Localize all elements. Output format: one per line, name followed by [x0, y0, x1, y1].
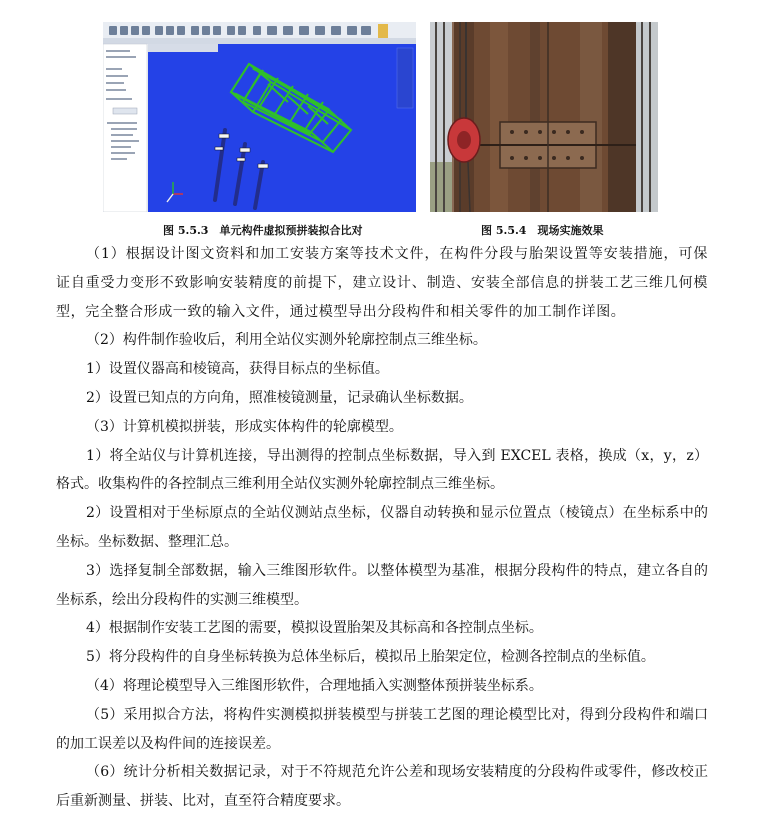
paragraph: 3）选择复制全部数据，输入三维图形软件。以整体模型为基准，根据分段构件的特点，建立各自的坐标系，绘出分段构件的实测三维模型。	[56, 562, 708, 608]
figure-caption: 图 5.5.4 现场实施效果	[481, 224, 604, 237]
site-photo-image	[430, 22, 658, 212]
software-screenshot-figure	[103, 22, 416, 212]
paragraph: 1）设置仪器高和棱镜高，获得目标点的坐标值。	[86, 361, 389, 378]
paragraph: （4）将理论模型导入三维图形软件，合理地插入实测整体预拼装坐标系。	[86, 677, 543, 694]
site-photo-figure	[430, 22, 658, 212]
software-screenshot-image	[103, 22, 416, 212]
figure-row	[0, 0, 760, 238]
paragraph: （1）根据设计图文资料和加工安装方案等技术文件，在构件分段与胎架设置等安装措施，可保证自重受力变形不致影响安装精度的前提下，建立设计、制造、安装全部信息的拼装工艺三维几何模型，完全整合形成一致的输入文件，通过模型导出分段构件和相关零件的加工制作详图。	[56, 246, 708, 320]
paragraph: 2）设置相对于坐标原点的全站仪测站点坐标，仪器自动转换和显示位置点（棱镜点）在坐标系中的坐标。坐标数据、整理汇总。	[56, 505, 708, 550]
paragraph: 1）将全站仪与计算机连接，导出测得的控制点坐标数据，导入到 EXCEL 表格，换成（x，y，z）格式。收集构件的各控制点三维利用全站仪实测外轮廓控制点三维坐标。	[56, 447, 708, 493]
paragraph: 5）将分段构件的自身坐标转换为总体坐标后，模拟吊上胎架定位，检测各控制点的坐标值。	[86, 649, 655, 666]
figure-caption: 图 5.5.3 单元构件虚拟预拼装拟合比对	[163, 224, 363, 237]
paragraph: （5）采用拟合方法，将构件实测模拟拼装模型与拼装工艺图的理论模型比对，得到分段构件和端口的加工误差以及构件间的连接误差。	[56, 706, 708, 752]
paragraph: （2）构件制作验收后，利用全站仪实测外轮廓控制点三维坐标。	[86, 332, 487, 349]
paragraph: （3）计算机模拟拼装，形成实体构件的轮廓模型。	[86, 418, 403, 435]
paragraph: 4）根据制作安装工艺图的需要，模拟设置胎架及其标高和各控制点坐标。	[86, 620, 543, 637]
paragraph: （6）统计分析相关数据记录，对于不符规范允许公差和现场安装精度的分段构件或零件，修改校正后重新测量、拼装、比对，直至符合精度要求。	[56, 764, 708, 810]
paragraph: 2）设置已知点的方向角，照准棱镜测量，记录确认坐标数据。	[86, 389, 473, 406]
body-text	[56, 240, 708, 816]
